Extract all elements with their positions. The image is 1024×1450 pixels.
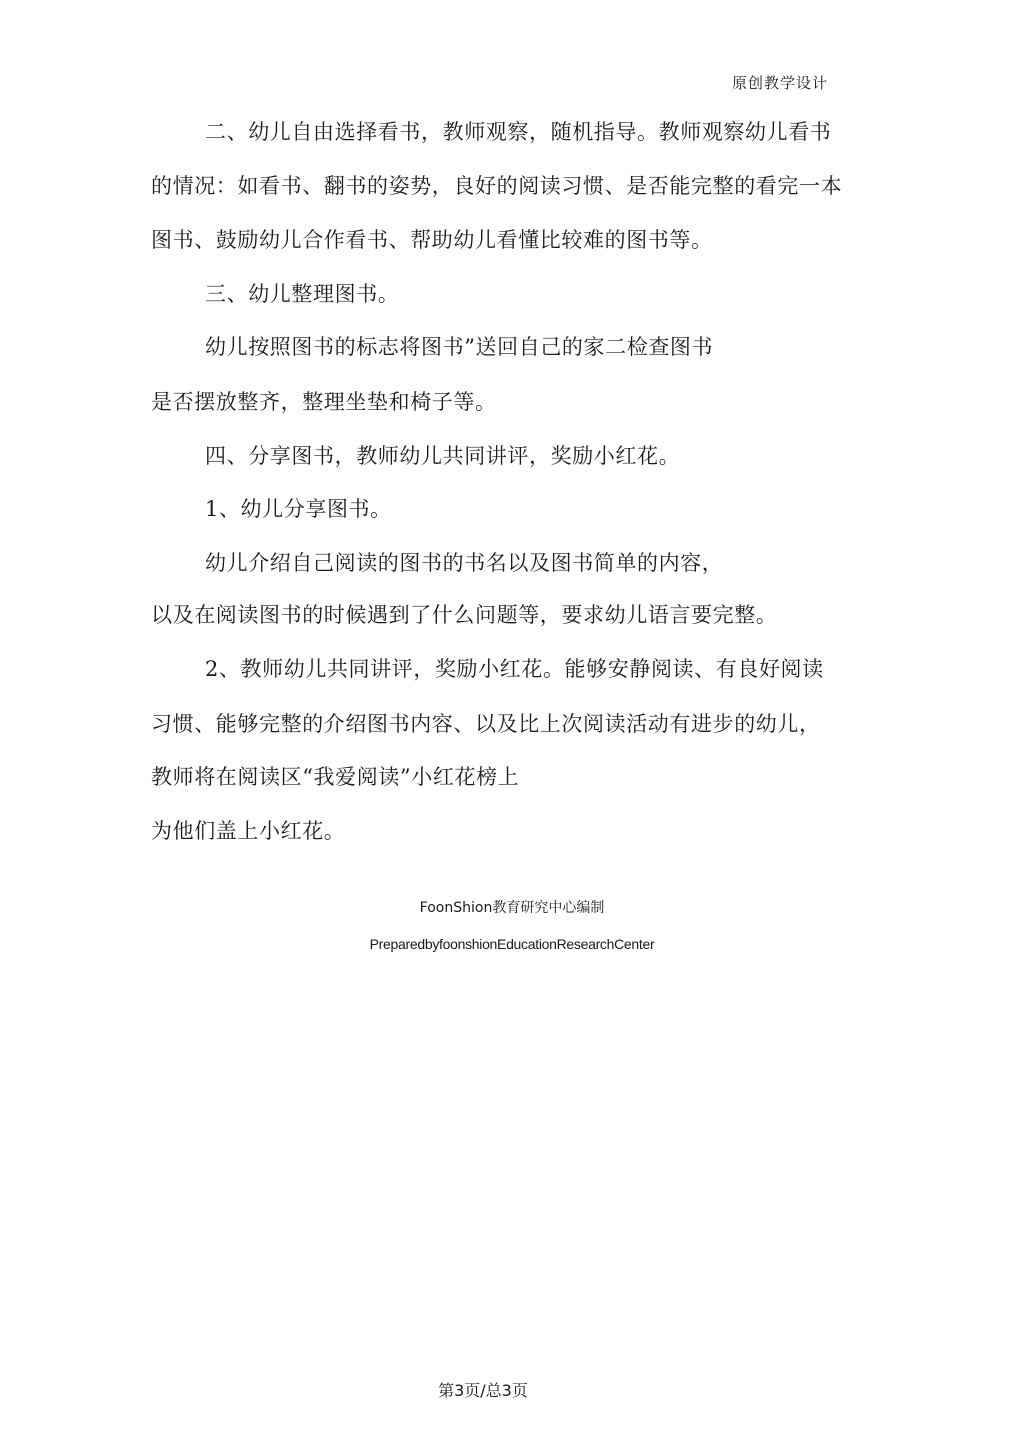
body-line: 的情况：如看书、翻书的姿势，良好的阅读习惯、是否能完整的看完一本 bbox=[151, 174, 843, 198]
page-number: 第3页/总3页 bbox=[438, 1381, 528, 1400]
footer-org-cn: FoonShion教育研究中心编制 bbox=[419, 900, 605, 916]
body-line: 为他们盖上小红花。 bbox=[151, 819, 346, 843]
body-line: 1、幼儿分享图书。 bbox=[205, 497, 392, 521]
body-line: 四、分享图书，教师幼儿共同讲评，奖励小红花。 bbox=[205, 444, 681, 468]
body-line: 二、幼儿自由选择看书，教师观察，随机指导。教师观察幼儿看书 bbox=[205, 120, 832, 144]
footer-org-en: PreparedbyfoonshionEducationResearchCenter bbox=[369, 936, 655, 952]
body-line: 图书、鼓励幼儿合作看书、帮助幼儿看懂比较难的图书等。 bbox=[151, 228, 713, 252]
body-line: 以及在阅读图书的时候遇到了什么问题等，要求幼儿语言要完整。 bbox=[151, 603, 778, 627]
body-line: 是否摆放整齐，整理坐垫和椅子等。 bbox=[151, 390, 497, 414]
body-line: 幼儿介绍自己阅读的图书的书名以及图书简单的内容， bbox=[205, 551, 724, 575]
header-label: 原创教学设计 bbox=[731, 74, 828, 92]
body-line: 三、幼儿整理图书。 bbox=[205, 282, 400, 306]
body-line: 幼儿按照图书的标志将图书”送回自己的家二检查图书 bbox=[205, 335, 714, 359]
body-line: 2、教师幼儿共同讲评，奖励小红花。能够安静阅读、有良好阅读 bbox=[205, 657, 824, 681]
body-line: 教师将在阅读区“我爱阅读”小红花榜上 bbox=[151, 765, 520, 789]
body-line: 习惯、能够完整的介绍图书内容、以及比上次阅读活动有进步的幼儿， bbox=[151, 712, 821, 736]
